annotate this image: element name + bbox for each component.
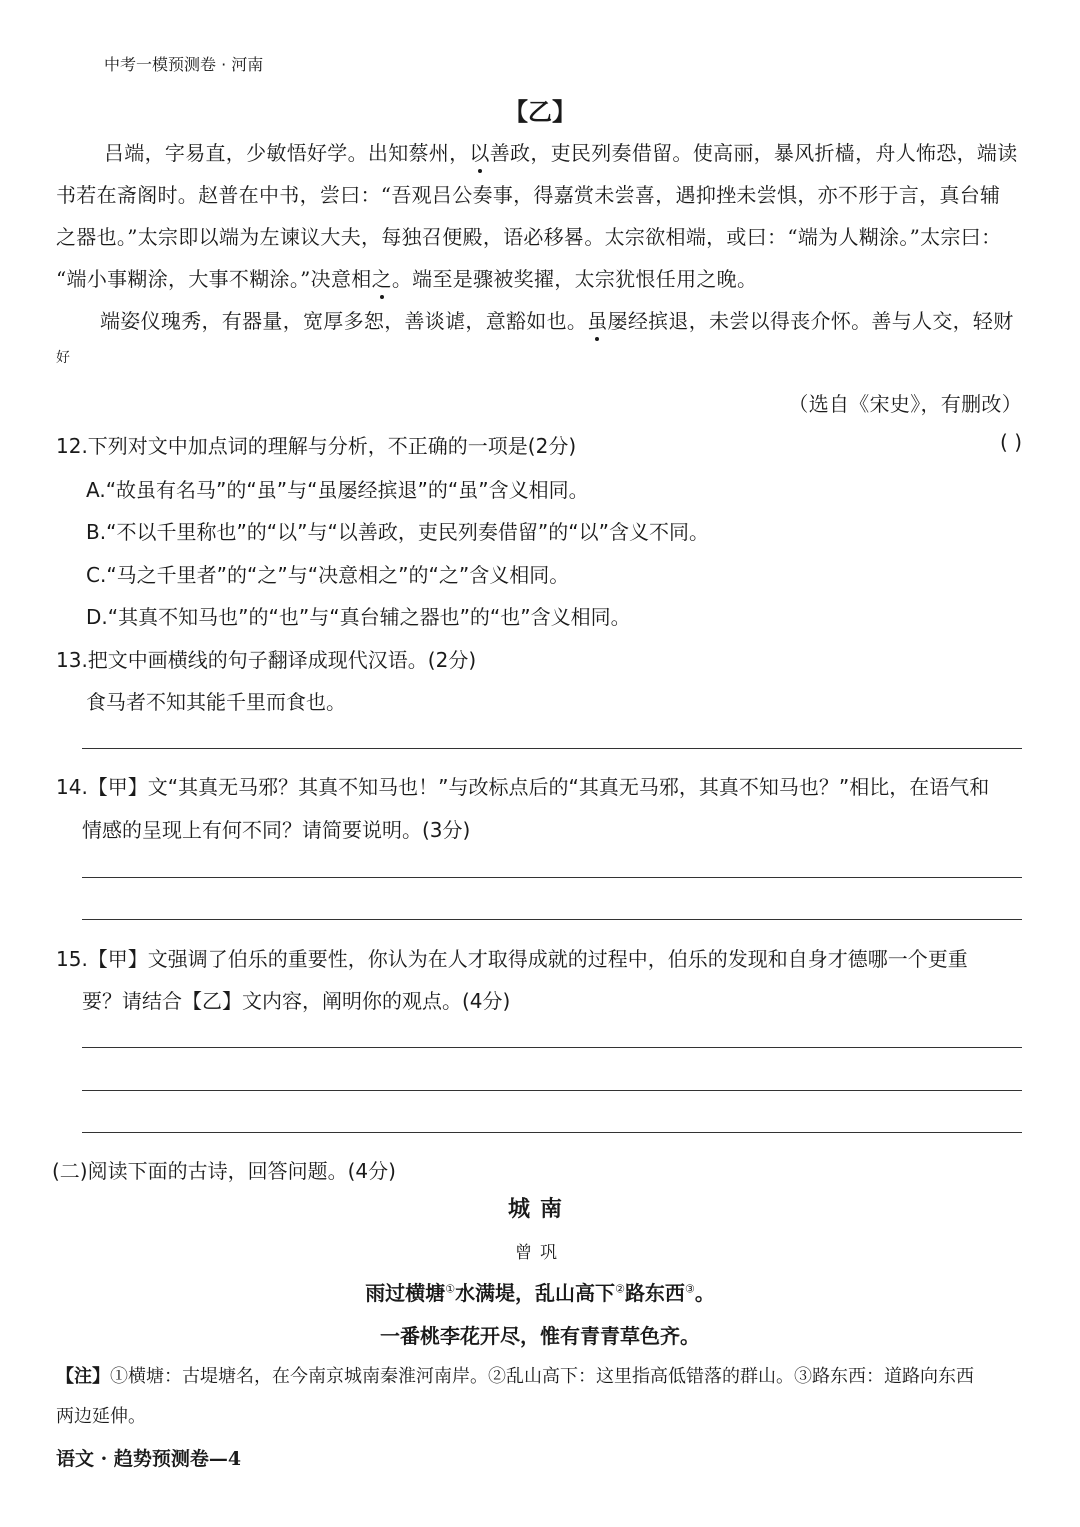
dotted-word: 虽 bbox=[587, 309, 608, 333]
question-13-sentence: 食马者不知其能千里而食也。 bbox=[86, 690, 346, 714]
note-line: 两边延伸。 bbox=[56, 1406, 146, 1427]
option-d: D.“其真不知马也”的“也”与“真台辅之器也”的“也”含义相同。 bbox=[86, 605, 631, 629]
poem-line bbox=[0, 1277, 1080, 1306]
answer-bracket[interactable]: ( ) bbox=[1000, 430, 1022, 454]
question-15-line: 要？请结合【乙】文内容，阐明你的观点。(4分) bbox=[82, 989, 511, 1013]
answer-line[interactable] bbox=[82, 919, 1022, 920]
poem-text: 。 bbox=[694, 1281, 715, 1305]
passage-text: 。端至是骤被奖擢，太宗犹恨任用之晚。 bbox=[391, 267, 758, 291]
passage-line: 好 bbox=[56, 350, 71, 366]
question-14-line: 14.【甲】文“其真无马邪？其真不知马也！”与改标点后的“其真无马邪，其真不知马也？”相比，在语气和 bbox=[56, 775, 990, 799]
answer-line[interactable] bbox=[82, 1132, 1022, 1133]
page-header: 中考一模预测卷 · 河南 bbox=[104, 55, 264, 74]
option-b: B.“不以千里称也”的“以”与“以善政，吏民列奏借留”的“以”含义不同。 bbox=[86, 520, 709, 544]
passage-line bbox=[104, 137, 1018, 166]
poem-author: 曾巩 bbox=[515, 1243, 565, 1263]
question-15-line: 15.【甲】文强调了伯乐的重要性，你认为在人才取得成就的过程中，伯乐的发现和自身才德哪一个更重 bbox=[56, 947, 968, 971]
poem-title: 城南 bbox=[507, 1196, 572, 1222]
part-two-instruction: (二)阅读下面的古诗，回答问题。(4分) bbox=[52, 1159, 396, 1183]
answer-line[interactable] bbox=[82, 877, 1022, 878]
footnote-mark: ① bbox=[445, 1282, 456, 1296]
passage-text: 屡经摈退，未尝以得丧介怀。善与人交，轻财 bbox=[607, 309, 1014, 333]
answer-line[interactable] bbox=[82, 1090, 1022, 1091]
answer-line[interactable] bbox=[82, 1047, 1022, 1048]
dotted-word: 以 bbox=[469, 141, 490, 165]
dotted-word: 之 bbox=[371, 267, 392, 291]
passage-source: （选自《宋史》，有删改） bbox=[788, 392, 1022, 416]
poem-text: 路东西 bbox=[624, 1281, 685, 1305]
note-label: 【注】 bbox=[56, 1366, 110, 1387]
footnote-mark: ③ bbox=[684, 1282, 695, 1296]
passage-text: 端姿仪瑰秀，有器量，宽厚多恕，善谈谑，意豁如也。 bbox=[100, 309, 588, 333]
passage-text: 吕端，字易直，少敏悟好学。出知蔡州， bbox=[104, 141, 470, 165]
answer-line[interactable] bbox=[82, 748, 1022, 749]
option-a: A.“故虽有名马”的“虽”与“虽屡经摈退”的“虽”含义相同。 bbox=[86, 478, 589, 502]
note-text: ①横塘：古堤塘名，在今南京城南秦淮河南岸。②乱山高下：这里指高低错落的群山。③路东西：道路向东西 bbox=[110, 1366, 974, 1387]
passage-line: 之器也。”太宗即以端为左谏议大夫，每独召便殿，语必移晷。太宗欲相端，或曰：“端为人糊涂。”太宗曰： bbox=[56, 225, 1002, 249]
question-14-line: 情感的呈现上有何不同？请简要说明。(3分) bbox=[82, 818, 471, 842]
passage-line bbox=[56, 263, 757, 292]
section-title: 【乙】 bbox=[504, 97, 576, 126]
passage-text: “端小事糊涂，大事不糊涂。”决意相 bbox=[56, 267, 372, 291]
passage-text: 善政，吏民列奏借留。使高丽，暴风折樯，舟人怖恐，端读 bbox=[489, 141, 1018, 165]
poem-text: 水满堤，乱山高下 bbox=[455, 1281, 616, 1305]
passage-line: 书若在斋阁时。赵普在中书，尝曰：“吾观吕公奏事，得嘉赏未尝喜，遇抑挫未尝惧，亦不形于言，真台辅 bbox=[56, 183, 1001, 207]
question-13-stem: 13.把文中画横线的句子翻译成现代汉语。(2分) bbox=[56, 648, 477, 672]
footnote-mark: ② bbox=[615, 1282, 625, 1296]
passage-line bbox=[100, 305, 1014, 334]
question-12-stem: 12.下列对文中加点词的理解与分析，不正确的一项是(2分) bbox=[56, 434, 577, 458]
option-c: C.“马之千里者”的“之”与“决意相之”的“之”含义相同。 bbox=[86, 563, 570, 587]
poem-text: 雨过横塘 bbox=[365, 1281, 446, 1305]
poem-line: 一番桃李花开尽，惟有青青草色齐。 bbox=[380, 1324, 700, 1348]
page-footer: 语文 · 趋势预测卷—4 bbox=[56, 1448, 242, 1470]
note-line bbox=[56, 1362, 974, 1388]
